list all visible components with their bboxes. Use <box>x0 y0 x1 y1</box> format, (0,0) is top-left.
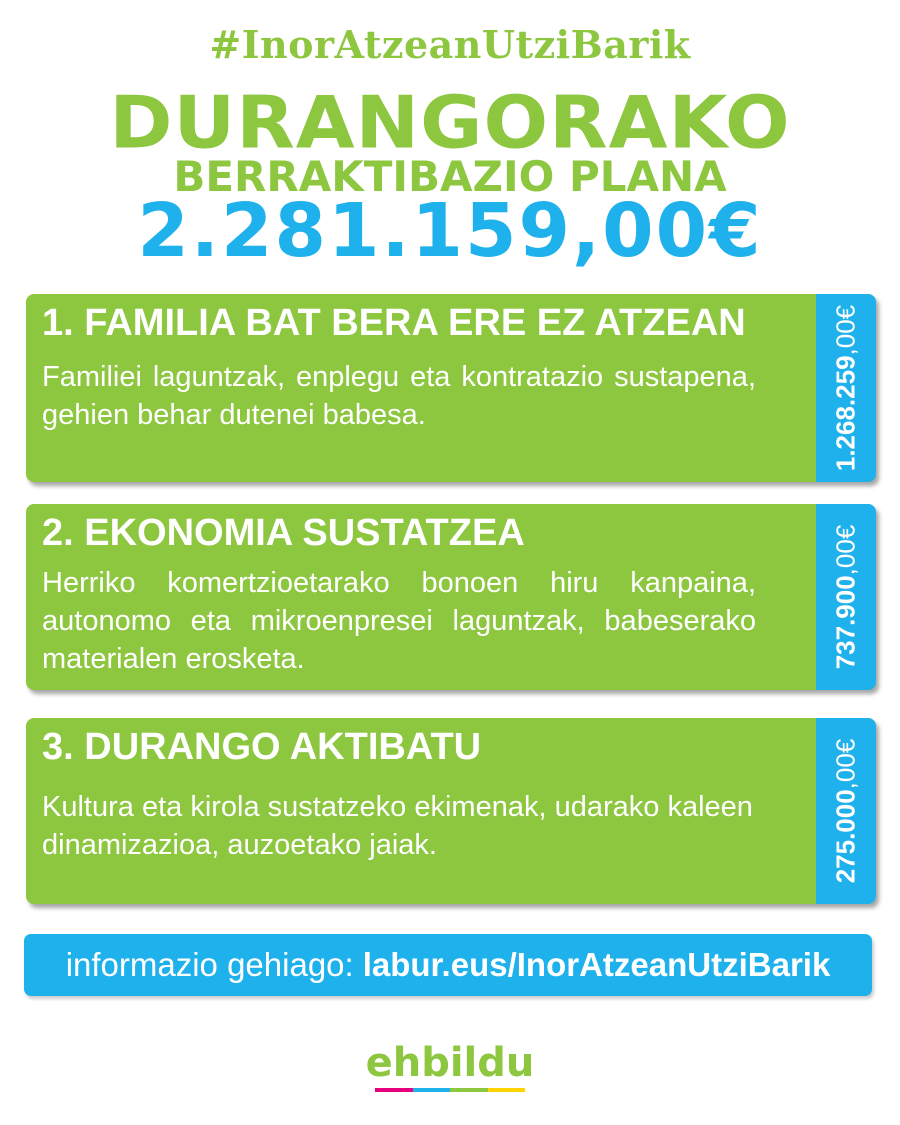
logo-color-stripe <box>375 1088 525 1092</box>
card-amount <box>831 305 862 471</box>
card-amount <box>831 739 862 884</box>
card-durango-aktibatu <box>26 718 876 904</box>
stripe-green <box>450 1088 488 1092</box>
hashtag-title: #InorAtzeanUtziBarik <box>209 22 691 67</box>
total-amount: 2.281.159,00€ <box>137 188 763 274</box>
stripe-yellow <box>488 1088 526 1092</box>
card-amount <box>831 525 862 670</box>
amount-main: 737.900 <box>830 575 861 670</box>
amount-tab <box>816 504 876 690</box>
stripe-blue <box>413 1088 451 1092</box>
card-description: Kultura eta kirola sustatzeko ekimenak, udarako kaleen dinamizazioa, auzoetako jaiak. <box>42 791 753 861</box>
amount-suffix: ,00€ <box>830 738 861 790</box>
amount-suffix: ,00€ <box>830 524 861 576</box>
stripe-magenta <box>375 1088 413 1092</box>
amount-tab <box>816 294 876 482</box>
amount-suffix: ,00€ <box>830 304 861 356</box>
card-heading: 1. FAMILIA BAT BERA ERE EZ ATZEAN <box>42 302 746 344</box>
info-label: informazio gehiago: <box>65 946 354 983</box>
ehbildu-logo <box>0 1040 900 1092</box>
card-description: Herriko komertzioetarako bonoen hiru kanpaina, autonomo eta mikroenpresei laguntzak, babeserako materialen erosketa. <box>42 567 756 675</box>
amount-main: 275.000 <box>830 789 861 884</box>
info-link[interactable]: labur.eus/InorAtzeanUtziBarik <box>362 946 831 983</box>
amount-tab <box>816 718 876 904</box>
amount-main: 1.268.259 <box>830 355 861 472</box>
card-heading: 3. DURANGO AKTIBATU <box>42 726 482 768</box>
card-heading: 2. EKONOMIA SUSTATZEA <box>42 512 525 554</box>
plan-title-line1: DURANGORAKO <box>109 80 791 165</box>
info-banner <box>24 934 872 996</box>
logo-text: ehbildu <box>365 1040 535 1086</box>
card-familia <box>26 294 876 482</box>
card-description: Familiei laguntzak, enplegu eta kontratazio sustapena, gehien behar dutenei babesa. <box>42 361 756 431</box>
card-ekonomia <box>26 504 876 690</box>
plan-title-line2: BERRAKTIBAZIO PLANA <box>173 152 727 201</box>
